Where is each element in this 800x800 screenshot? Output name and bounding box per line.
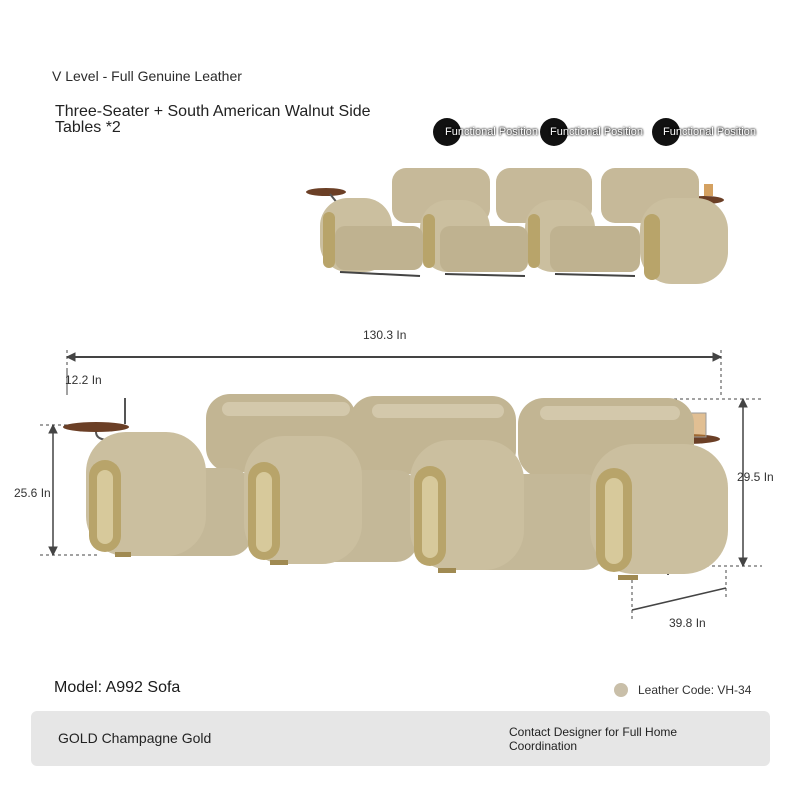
function-badge-label-1: Functional Position — [445, 126, 538, 138]
leather-color-swatch — [614, 683, 628, 697]
leather-code: Leather Code: VH-34 — [638, 683, 752, 697]
total-width-label: 130.3 In — [363, 328, 407, 342]
function-badge-label-2: Functional Position — [550, 126, 643, 138]
product-title: Three-Seater + South American Walnut Side Tables *2 — [55, 103, 371, 136]
finish-label: GOLD Champagne Gold — [58, 730, 212, 746]
leather-level-text: V Level - Full Genuine Leather — [52, 68, 242, 84]
model-name: Model: A992 Sofa — [54, 679, 181, 696]
side-table-height-label: 12.2 In — [65, 373, 102, 387]
back-height-label: 29.5 In — [737, 470, 774, 484]
arm-height-label: 25.6 In — [14, 486, 51, 500]
depth-label: 39.8 In — [669, 616, 706, 630]
contact-designer-text: Contact Designer for Full Home Coordination — [509, 725, 678, 753]
reclined-sofa-image — [306, 168, 728, 284]
function-badge-label-3: Functional Position — [663, 126, 756, 138]
main-sofa-image — [63, 394, 728, 580]
